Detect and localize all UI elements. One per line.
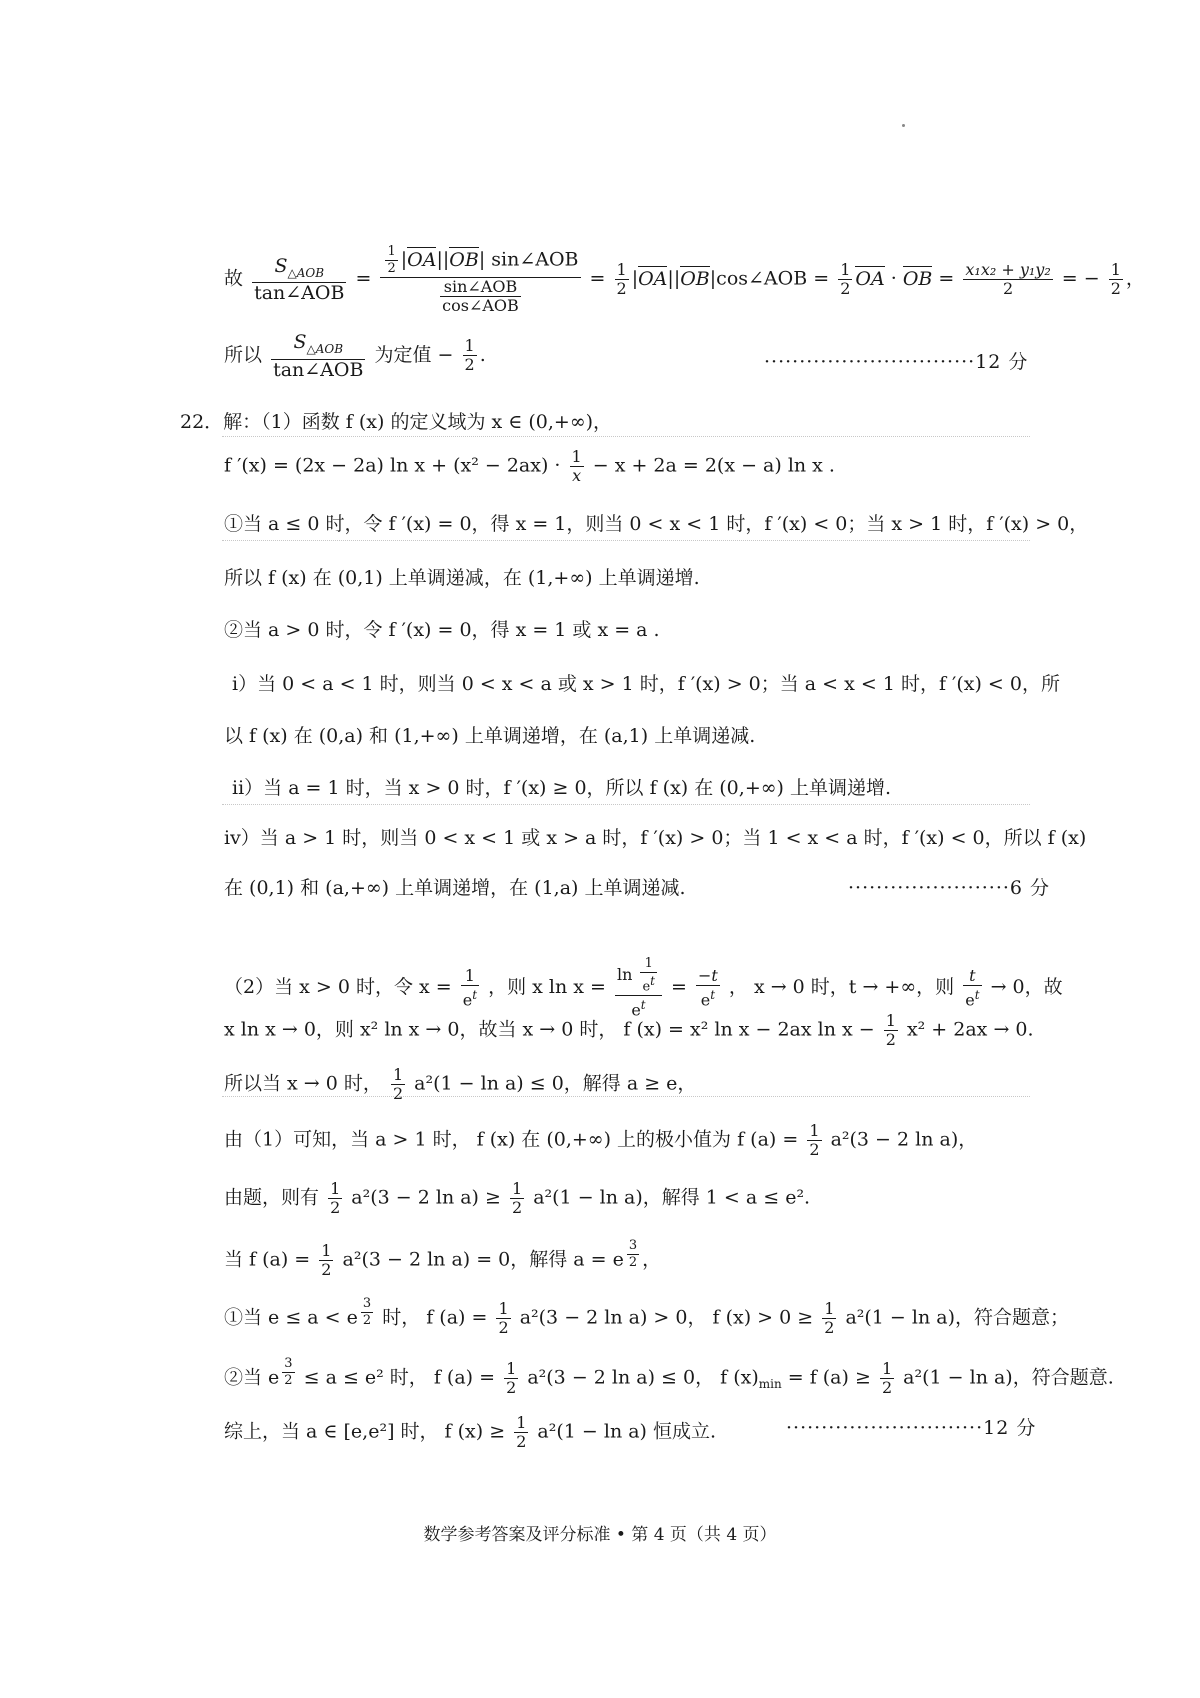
final-conclusion — [224, 1414, 716, 1451]
text-suoyi: 所以 — [224, 343, 263, 366]
scan-speck — [902, 124, 905, 127]
h17b-den: 2 — [824, 1317, 835, 1337]
text-dingzhi: 为定值 − — [374, 343, 454, 366]
exp-3-2b — [361, 1296, 373, 1329]
e32-num: 3 — [628, 1238, 638, 1253]
h17a-den: 2 — [498, 1317, 509, 1337]
toet-e: e — [965, 989, 975, 1009]
h18b-num: 1 — [881, 1358, 893, 1378]
vec-ob: OB — [449, 248, 479, 271]
score-22-text: 12 分 — [983, 1417, 1037, 1439]
sin-num: sin∠AOB — [440, 278, 521, 297]
one-over-x-den: x — [572, 466, 582, 485]
h13-num: 1 — [392, 1065, 404, 1084]
deriv-right: − x + 2a = 2(x − a) ln x . — [592, 454, 835, 477]
vec-ob-3: OB — [902, 267, 933, 290]
half-l18b — [880, 1360, 894, 1397]
l19-b: a²(1 − ln a) 恒成立. — [537, 1420, 717, 1443]
score-21: ······························12 分 — [764, 351, 1029, 373]
separator — [222, 804, 1030, 805]
tan-aob: tan∠AOB — [254, 282, 345, 305]
den-e: e — [631, 1000, 641, 1020]
inner-frac — [640, 956, 657, 995]
p2-b: ，则 x ln x = — [488, 975, 606, 998]
toet-num: t — [963, 967, 981, 986]
score-6-text: 6 分 — [1009, 877, 1051, 899]
case-ii: ⅱ）当 a = 1 时，当 x > 0 时，f ′(x) ≥ 0，所以 f (x) 在 (0,+∞) 上单调递增. — [232, 777, 892, 799]
half-l16 — [319, 1242, 333, 1279]
h17a-num: 1 — [498, 1298, 509, 1318]
l19-a: 综上，当 a ∈ [e,e²] 时， f (x) ≥ — [224, 1420, 506, 1443]
neg-t-t: t — [710, 987, 716, 1002]
ln-frac-num — [615, 956, 662, 996]
case-i: ⅰ）当 0 < a < 1 时，则当 0 < x < a 或 x > 1 时，f ′(x) > 0；当 a < x < 1 时，f ′(x) < 0，所 — [232, 673, 1060, 695]
score-6: ·······················6 分 — [848, 877, 1051, 899]
s-symbol-2: S — [293, 331, 307, 353]
case-a-le-0-conclusion: 所以 f (x) 在 (0,1) 上单调递减，在 (1,+∞) 上单调递增. — [224, 567, 700, 589]
a-ge-e-line — [224, 1066, 696, 1103]
separator — [222, 540, 1030, 541]
h16-den: 2 — [321, 1259, 332, 1279]
h15a-den: 2 — [330, 1198, 341, 1217]
limit-a: x ln x → 0，则 x² ln x → 0，故当 x → 0 时， f (x) = x² ln x − 2ax ln x − — [224, 1018, 875, 1041]
subcase-1 — [224, 1296, 1069, 1337]
half-l19 — [514, 1414, 528, 1451]
vec-oa: OA — [407, 248, 437, 271]
h17b-num: 1 — [824, 1298, 835, 1318]
t-over-et — [963, 967, 981, 1009]
neg-half-den-2: 2 — [464, 355, 475, 375]
one-over-x-num: 1 — [571, 447, 582, 466]
subcase-2 — [224, 1356, 1114, 1397]
h15b-den: 2 — [511, 1198, 523, 1217]
dot-den: 2 — [1002, 279, 1014, 298]
h12-num: 1 — [885, 1011, 896, 1030]
l16-a: 当 f (a) = — [224, 1248, 311, 1271]
inner-e: e — [642, 979, 651, 995]
oet-num: 1 — [461, 967, 479, 986]
frac-s-over-tan — [252, 256, 346, 304]
toet-den — [963, 986, 981, 1009]
h18a-num: 1 — [506, 1358, 517, 1378]
h18b-den: 2 — [881, 1377, 893, 1397]
neg-t-e: e — [700, 989, 711, 1009]
frac-big-denominator — [380, 278, 580, 315]
l18-e: a²(1 − ln a)，符合题意. — [903, 1366, 1114, 1389]
l18-d: = f (a) ≥ — [787, 1366, 871, 1389]
l17-b: 时， f (a) = — [382, 1306, 488, 1329]
h15b-num: 1 — [511, 1179, 523, 1198]
vec-oa-3: OA — [855, 267, 885, 290]
l16-c: ， — [642, 1248, 662, 1271]
p2-e: → 0，故 — [990, 975, 1063, 998]
frac-big-numerator: $\frac{1}{2}$ |OA||OB| sin∠AOB — [380, 244, 580, 278]
e32c-den: 2 — [284, 1373, 293, 1388]
neg-half-den: 2 — [1110, 279, 1121, 298]
q22-domain: 22．解：（1）函数 f (x) 的定义域为 x ∈ (0,+∞)， — [180, 411, 613, 433]
case-iv-conclusion: 在 (0,1) 和 (a,+∞) 上单调递增，在 (1,a) 上单调递减. — [224, 877, 686, 899]
half-num: 1 — [387, 244, 396, 259]
frac-s-over-tan-2 — [271, 332, 365, 380]
half-den-3: 2 — [840, 279, 851, 298]
neg-t-den — [696, 986, 720, 1009]
exp-3-2c — [282, 1356, 294, 1389]
h19-num: 1 — [516, 1413, 527, 1432]
l18-c: a²(3 − 2 ln a) ≤ 0， f (x) — [527, 1366, 759, 1389]
h18a-den: 2 — [506, 1377, 517, 1397]
half-den: 2 — [387, 261, 396, 276]
neg-t-frac — [696, 967, 720, 1009]
l13-b: a²(1 − ln a) ≤ 0，解得 a ≥ e， — [414, 1072, 697, 1095]
case-iv: ⅳ）当 a > 1 时，则当 0 < x < 1 或 x > a 时，f ′(x) > 0；当 1 < x < a 时，f ′(x) < 0，所以 f (x) — [224, 827, 1087, 849]
l18-b: ≤ a ≤ e² 时， f (a) = — [303, 1366, 496, 1389]
min-subscript: min — [758, 1377, 782, 1392]
ln-text: ln — [616, 965, 633, 985]
neg-t-num: −t — [698, 965, 718, 985]
cos-den: cos∠AOB — [442, 296, 519, 315]
p2-d: ， x → 0 时，t → +∞，则 — [728, 975, 955, 998]
p2-c: = — [671, 975, 687, 998]
score-21-text: 12 分 — [975, 351, 1029, 373]
one-over-et — [461, 967, 479, 1009]
h12-den: 2 — [885, 1030, 896, 1049]
l15-a: 由题，则有 — [224, 1186, 320, 1209]
half-l13 — [391, 1066, 405, 1103]
oet-den — [461, 986, 479, 1009]
triangle-subscript: △AOB — [287, 265, 325, 280]
root-line — [224, 1238, 661, 1279]
half-den-2: 2 — [616, 279, 627, 298]
h14-den: 2 — [809, 1140, 820, 1159]
l14-a: 由（1）可知，当 a > 1 时， f (x) 在 (0,+∞) 上的极小值为 f (a) = — [224, 1128, 799, 1151]
e32b-den: 2 — [362, 1313, 372, 1328]
separator — [222, 436, 1030, 437]
neg-half-num-2: 1 — [464, 336, 475, 356]
separator — [222, 1096, 1030, 1097]
half-num-2: 1 — [616, 260, 627, 279]
e32c-num: 3 — [284, 1356, 293, 1371]
limit-line — [224, 1012, 1034, 1049]
h15a-num: 1 — [330, 1179, 341, 1198]
t-exp: t — [472, 987, 478, 1002]
h13-den: 2 — [392, 1084, 404, 1103]
one-over-x — [570, 448, 584, 485]
triangle-subscript-2: △AOB — [306, 341, 344, 356]
text-gu: 故 — [224, 267, 244, 290]
deriv-left: f ′(x) = (2x − 2a) ln x + (x² − 2ax) · — [224, 454, 561, 477]
half-l15a — [328, 1180, 342, 1217]
dot-num: x₁x₂ + y₁y₂ — [965, 260, 1051, 279]
vec-ob-2: OB — [680, 267, 710, 290]
l15-c: a²(1 − ln a)，解得 1 < a ≤ e². — [533, 1186, 811, 1209]
exp-3-2 — [627, 1238, 639, 1271]
min-value-line — [224, 1122, 977, 1159]
half-frac-3 — [838, 261, 852, 298]
neg-half — [1109, 261, 1123, 298]
l14-b: a²(3 − 2 ln a)， — [830, 1128, 978, 1151]
inner-num: 1 — [640, 956, 657, 973]
half-l15b — [510, 1180, 524, 1217]
limit-b: x² + 2ax → 0. — [906, 1018, 1034, 1041]
inner-t: t — [650, 974, 655, 988]
half-l17a — [496, 1300, 510, 1337]
case-i-conclusion: 以 f (x) 在 (0,a) 和 (1,+∞) 上单调递增，在 (a,1) 上单调递减. — [224, 725, 756, 747]
half-frac-2 — [615, 261, 629, 298]
l16-b: a²(3 − 2 ln a) = 0，解得 a = e — [342, 1248, 624, 1271]
case-a-gt-0: ②当 a > 0 时，令 f ′(x) = 0，得 x = 1 或 x = a . — [224, 619, 660, 641]
half-l17b — [822, 1300, 836, 1337]
inequality-line — [224, 1180, 810, 1217]
score-22: ····························12 分 — [786, 1417, 1037, 1439]
den-t: t — [640, 998, 646, 1013]
e32-den: 2 — [628, 1255, 638, 1270]
half-l14 — [807, 1122, 821, 1159]
half-num-3: 1 — [840, 260, 851, 279]
h16-num: 1 — [321, 1240, 332, 1260]
e32b-num: 3 — [362, 1296, 372, 1311]
frac-big — [380, 244, 580, 315]
vec-oa-2: OA — [638, 267, 668, 290]
constant-conclusion: 所以 $\frac{S_{\triangle AOB}}{\text{tan∠AOB}}$ 为定值 − $\frac{1}{2}$ . — [224, 331, 486, 381]
part2-substitution — [224, 956, 1063, 1020]
l15-b: a²(3 − 2 ln a) ≥ — [351, 1186, 501, 1209]
half-l18a — [504, 1360, 518, 1397]
h14-num: 1 — [809, 1121, 820, 1140]
dot-frac — [963, 261, 1052, 298]
l17-a: ①当 e ≤ a < e — [224, 1306, 358, 1329]
toet-t: t — [974, 987, 980, 1002]
l13-a: 所以当 x → 0 时， — [224, 1072, 382, 1095]
result-eq: = − — [1061, 267, 1100, 290]
neg-half-2 — [463, 337, 477, 374]
l18-a: ②当 e — [224, 1366, 280, 1389]
half-frac — [385, 244, 397, 277]
case-a-le-0: ①当 a ≤ 0 时，令 f ′(x) = 0，得 x = 1，则当 0 < x < 1 时，f ′(x) < 0；当 x > 1 时，f ′(x) > 0， — [224, 513, 1089, 535]
neg-half-num: 1 — [1110, 260, 1121, 279]
tan-aob-2: tan∠AOB — [273, 358, 364, 381]
h19-den: 2 — [516, 1432, 527, 1451]
ln-frac — [615, 956, 662, 1020]
l17-d: a²(1 − ln a)，符合题意； — [845, 1306, 1069, 1329]
cos-term: |cos∠AOB — [709, 267, 808, 290]
p2-a: （2）当 x > 0 时，令 x = — [224, 975, 452, 998]
sin-over-cos — [440, 278, 521, 315]
inner-den — [640, 973, 657, 995]
s-symbol: S — [274, 254, 288, 277]
q22-derivative — [224, 448, 835, 485]
l17-c: a²(3 − 2 ln a) > 0， f (x) > 0 ≥ — [519, 1306, 814, 1329]
half-l12 — [884, 1012, 898, 1049]
e-base: e — [462, 989, 473, 1009]
area-ratio-equation: 故 $\frac{S_{\triangle AOB}}{\text{tan∠AOB}}$ = $\frac{1}{2}$ |OA||OB| sin∠AOB $\frac{\text{sin∠AOB}}{\text{cos∠AOB}}$ = $\frac{1}{2}$ |OA||OB|cos∠AOB = $\frac{1}{2}$ OA · OB = $\frac{\text{x₁x₂ + y₁y₂}}{2}$ = − $\frac{1}{2}$ ， — [224, 244, 1145, 315]
page-footer: 数学参考答案及评分标准 • 第 4 页（共 4 页） — [423, 1525, 777, 1545]
sin-aob: sin∠AOB — [491, 248, 579, 271]
